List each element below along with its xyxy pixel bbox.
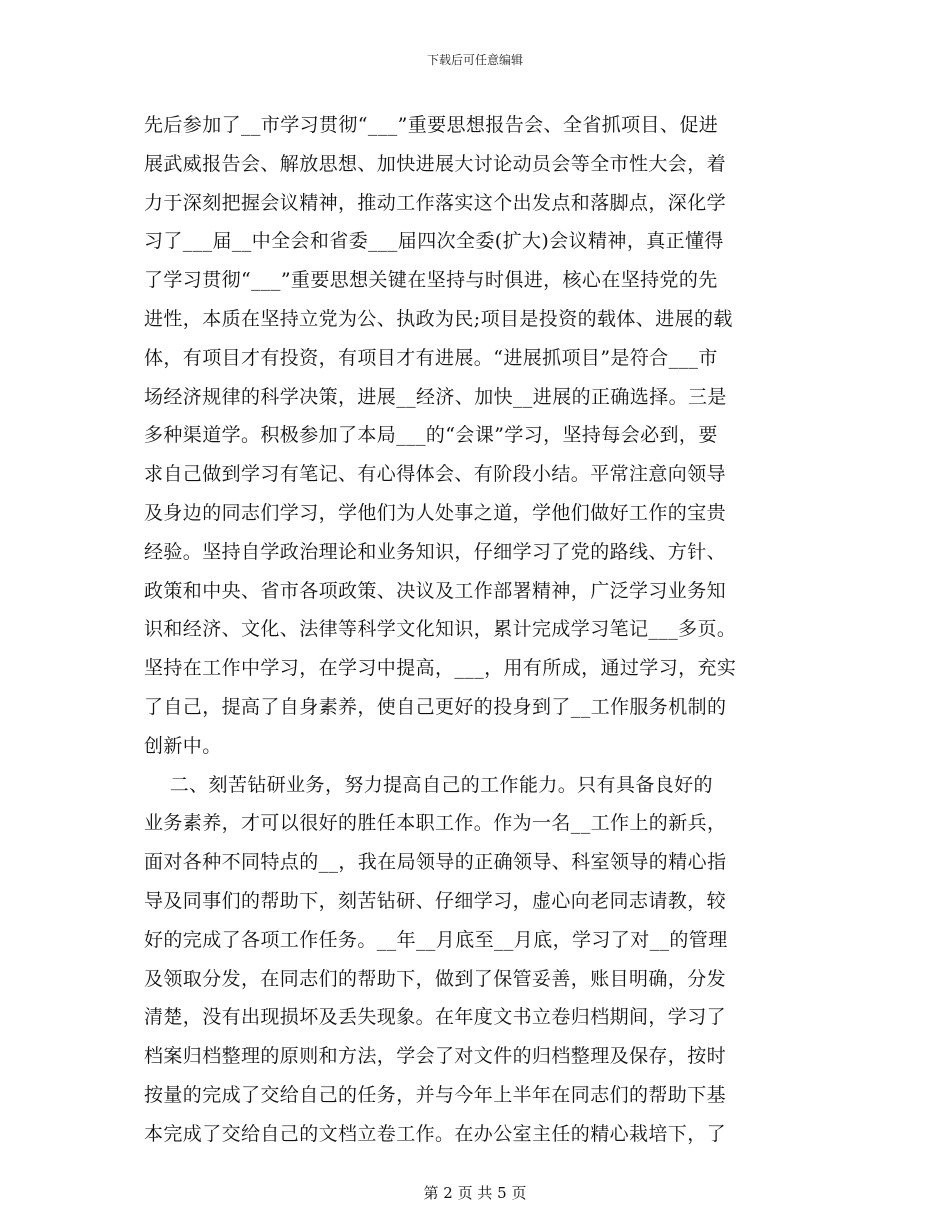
text-line: 经验。坚持自学政治理论和业务知识，仔细学习了党的路线、方针、	[144, 540, 727, 563]
text-line: 多种渠道学。积极参加了本局___的“会课”学习，坚持每会必到，要	[144, 424, 718, 447]
text-line: 及领取分发，在同志们的帮助下，做到了保管妥善，账目明确，分发	[144, 967, 727, 990]
text-line: 先后参加了__市学习贯彻“___”重要思想报告会、全省抓项目、促进	[144, 114, 719, 136]
text-line: 了学习贯彻“___”重要思想关键在坚持与时俱进，核心在坚持党的先	[144, 269, 718, 292]
text-line: 导及同事们的帮助下，刻苦钻研、仔细学习，虚心向老同志请教，较	[144, 889, 727, 912]
text-line: 坚持在工作中学习，在学习中提高，___，用有所成，通过学习，充实	[144, 657, 737, 680]
text-line: 按量的完成了交给自己的任务，并与今年上半年在同志们的帮助下基	[144, 1083, 727, 1106]
text-line: 进性，本质在坚持立党为公、执政为民;项目是投资的载体、进展的载	[144, 307, 733, 330]
text-line: 创新中。	[144, 734, 222, 757]
text-line: 识和经济、文化、法律等科学文化知识，累计完成学习笔记___多页。	[144, 618, 737, 641]
text-line: 二、刻苦钻研业务，努力提高自己的工作能力。只有具备良好的	[144, 773, 713, 796]
text-line: 场经济规律的科学决策，进展__经济、加快__进展的正确选择。三是	[144, 385, 727, 408]
text-line: 面对各种不同特点的__，我在局领导的正确领导、科室领导的精心指	[144, 851, 727, 874]
text-line: 业务素养，才可以很好的胜任本职工作。作为一名__工作上的新兵，	[144, 812, 727, 835]
text-line: 本完成了交给自己的文档立卷工作。在办公室主任的精心栽培下，了	[144, 1122, 727, 1145]
document-body	[144, 106, 806, 1154]
text-line: 习了___届__中全会和省委___届四次全委(扩大)会议精神，真正懂得	[144, 230, 724, 253]
text-line: 清楚，没有出现损坏及丢失现象。在年度文书立卷归档期间，学习了	[144, 1006, 727, 1029]
page-number-footer: 第 2 页 共 5 页	[423, 1184, 527, 1202]
text-line: 体，有项目才有投资，有项目才有进展。“进展抓项目”是符合___市	[144, 346, 718, 369]
text-line: 力于深刻把握会议精神，推动工作落实这个出发点和落脚点，深化学	[144, 191, 727, 214]
page-header: 下载后可任意编辑	[426, 53, 523, 67]
text-line: 了自己，提高了自身素养，使自己更好的投身到了__工作服务机制的	[144, 695, 727, 718]
text-line: 展武威报告会、解放思想、加快进展大讨论动员会等全市性大会，着	[144, 152, 727, 175]
text-line: 政策和中央、省市各项政策、决议及工作部署精神，广泛学习业务知	[144, 579, 727, 602]
text-line: 档案归档整理的原则和方法，学会了对文件的归档整理及保存，按时	[144, 1045, 727, 1068]
text-line: 及身边的同志们学习，学他们为人处事之道，学他们做好工作的宝贵	[144, 501, 727, 524]
text-line: 好的完成了各项工作任务。__年__月底至__月底，学习了对__的管理	[144, 928, 728, 951]
text-line: 求自己做到学习有笔记、有心得体会、有阶段小结。平常注意向领导	[144, 463, 727, 486]
